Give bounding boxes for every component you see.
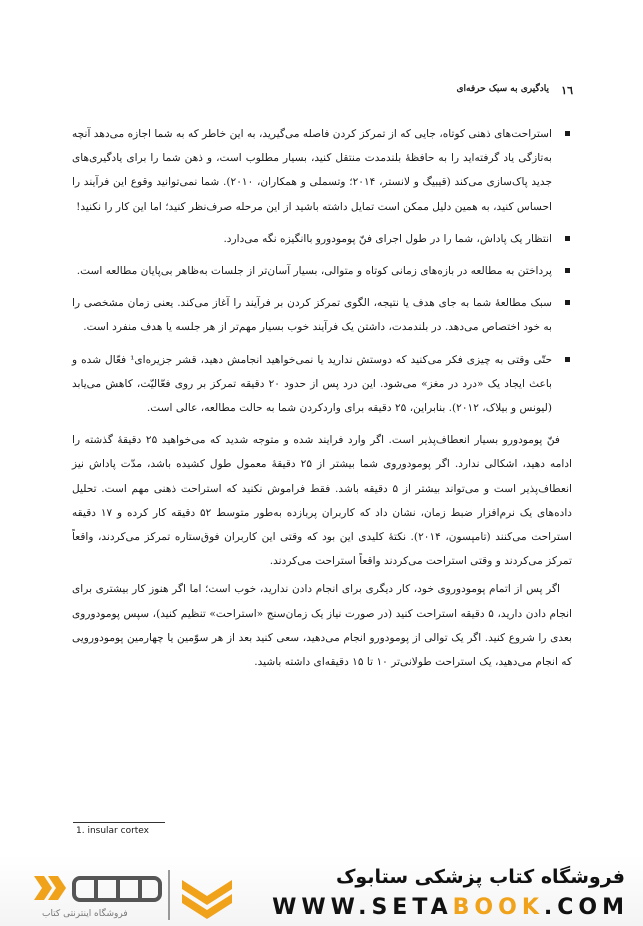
list-item: حتّی وقتی به چیزی فکر می‌کنید که دوستش ندارید یا نمی‌خواهید انجامش دهید، قشر جزیره‌ای¹ فعّال شده و باعث ایجاد یک «درد در مغز» می‌شود. این درد پس از حدود ۲۰ دقیقه تمرکز بر روی فعّالیّت، کاهش می‌یابد (لیونس و بیلاک، ۲۰۱۲). بنابراین، ۲۵ دقیقه برای واردکردن شما به حالت مطالعه، عالی است. [72, 348, 572, 421]
store-url[interactable]: WWW.SETABOOK.COM [272, 895, 629, 920]
bullet-icon [565, 357, 570, 362]
page-number: ١٦ [561, 84, 573, 97]
bullet-icon [565, 300, 570, 305]
chapter-title: یادگیری به سبک حرفه‌ای [456, 84, 549, 94]
paragraph: اگر پس از اتمام پومودوروی خود، کار دیگری برای انجام دادن ندارید، خوب است؛ اما اگر هنوز کار بیشتری برای انجام دادن دارید، ۵ دقیقه استراحت کنید (در صورت نیاز یک زمان‌سنج «استراحت» تنظیم کنید)، سپس پومودوروی بعدی را شروع کنید. اگر یک توالی از پومودورو انجام می‌دهید، سعی کنید بعد از هر سوّمین یا چهارمین پومودورویی که انجام می‌دهید، یک استراحت طولانی‌تر ۱۰ تا ۱۵ دقیقه‌ای داشته باشید. [72, 583, 572, 669]
bullet-list [72, 122, 572, 420]
list-item: انتظار یک پاداش، شما را در طول اجرای فنّ پومودورو باانگیزه نگه می‌دارد. [72, 227, 572, 251]
chevron-logo-icon [178, 876, 236, 920]
running-header [70, 84, 573, 102]
bullet-icon [565, 268, 570, 273]
logo-divider [168, 870, 170, 920]
footnote: 1. insular cortex [76, 826, 150, 836]
footnote-divider [73, 822, 165, 823]
list-item: سبک مطالعهٔ شما به جای هدف یا نتیجه، الگوی تمرکز کردن بر فرآیند را آغاز می‌کند. یعنی زمان مشخصی را به خود اختصاص می‌دهد. در بلندمدت، داشتن یک فرآیند خوب بسیار مهم‌تر از هر جلسه یا هدف منفرد است. [72, 291, 572, 339]
logo-subtitle: فروشگاه اینترنتی کتاب [42, 909, 128, 919]
setabook-logo-icon [34, 872, 162, 904]
bullet-icon [565, 131, 570, 136]
body-text [72, 122, 572, 678]
list-item: استراحت‌های ذهنی کوتاه، جایی که از تمرکز کردن فاصله می‌گیرید، به این خاطر که به شما اجازه می‌دهد آنچه به‌تازگی یاد گرفته‌اید را به حافظهٔ بلندمدت منتقل کنید، بسیار مطلوب است، و ذهن شما را برای یادگیری‌های جدید پاک‌سازی می‌کند (قیبیگ و لانستر، ۲۰۱۴؛ وتسملی و همکاران، ۲۰۱۰). شما نمی‌توانید وقوع این فرآیند را احساس کنید، به همین دلیل ممکن است تمایل داشته باشید از این مرحله صرف‌نظر کنید؛ اما این کار را نکنید! [72, 122, 572, 219]
store-name: فروشگاه کتاب پزشکی ستابوک [335, 866, 625, 888]
bullet-icon [565, 236, 570, 241]
paragraph: فنّ پومودورو بسیار انعطاف‌پذیر است. اگر وارد فرایند شده و متوجه شدید که می‌خواهید ۲۵ دقیقهٔ گذشته را ادامه دهید، اشکالی ندارد. اگر پومودوروی شما بیشتر از ۲۵ دقیقهٔ معمول طول کشیده باشد، مدّت پاداش نیز انعطاف‌پذیر است و می‌تواند بیشتر از ۵ دقیقه باشد. فقط فراموش نکنید که استراحت ذهنی مهم است. تحلیل داده‌های یک نرم‌افزار ضبط زمان، نشان داد که کاربران پربازده به‌طور متوسط ۵۲ دقیقه کار کرده و ۱۷ دقیقه استراحت می‌کنند (تامپسون، ۲۰۱۴). نکتهٔ کلیدی این بود که وقتی این کاربران فوق‌ستاره تمرکز می‌کردند، واقعاً تمرکز می‌کردند و وقتی استراحت می‌کردند واقعاً استراحت می‌کردند. [72, 434, 573, 568]
list-item: پرداختن به مطالعه در بازه‌های زمانی کوتاه و متوالی، بسیار آسان‌تر از جلسات به‌ظاهر بی‌پایان مطالعه است. [72, 259, 572, 283]
